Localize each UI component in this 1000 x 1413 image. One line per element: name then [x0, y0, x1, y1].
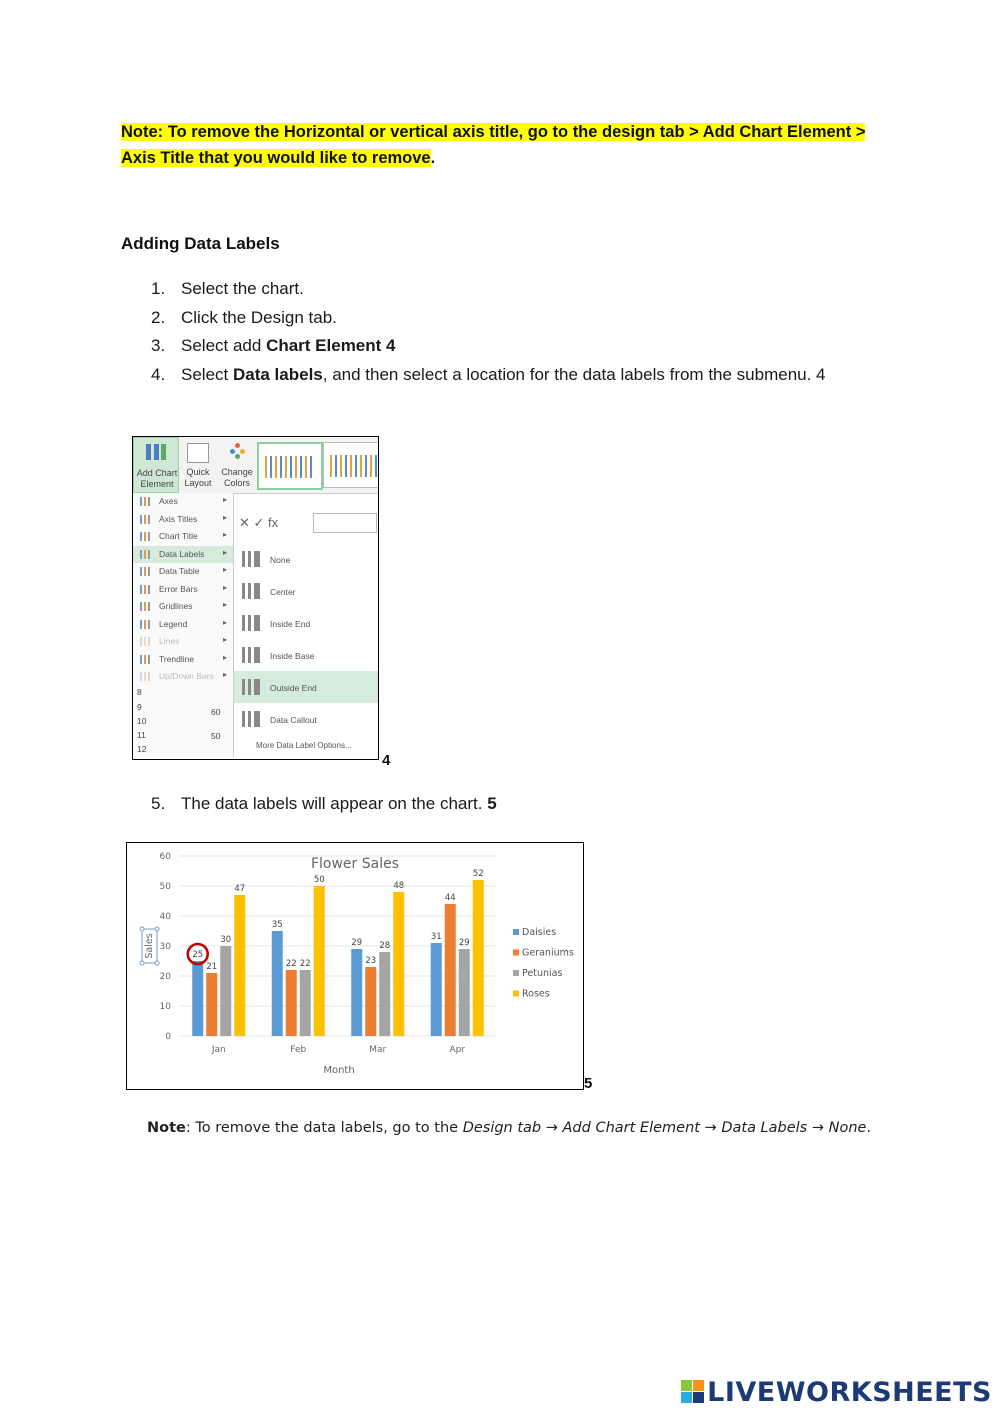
- inside-base-icon: [242, 647, 260, 663]
- bar-geraniums-mar: [365, 967, 376, 1036]
- legend-label: Daisies: [522, 927, 557, 938]
- axes-icon: [140, 497, 150, 506]
- data-callout-icon: [242, 711, 260, 727]
- add-chart-element-button[interactable]: Add Chart Element: [133, 437, 179, 493]
- y-tick-label: 0: [165, 1032, 171, 1042]
- bar-roses-feb: [314, 886, 325, 1036]
- data-label: 31: [430, 932, 442, 942]
- step-2: 2. Click the Design tab.: [151, 308, 337, 327]
- bar-daisies-jan: [192, 961, 203, 1036]
- data-label: 23: [365, 956, 377, 966]
- data-labels-submenu: [233, 543, 379, 757]
- bar-petunias-feb: [300, 970, 311, 1036]
- liveworksheets-icon: [681, 1380, 705, 1404]
- data-label: 29: [351, 938, 363, 948]
- change-colors-button[interactable]: Change Colors: [219, 437, 255, 493]
- note-data-labels: Note: To remove the data labels, go to the Design tab → Add Chart Element → Data Labels → None.: [147, 1120, 872, 1136]
- step-5: 5. The data labels will appear on the chart. 5: [151, 794, 497, 813]
- menu-item-trendline[interactable]: Trendline ▸: [133, 651, 233, 668]
- bar-petunias-apr: [459, 949, 470, 1036]
- legend-swatch: [513, 950, 519, 956]
- submenu-data-callout[interactable]: Data Callout: [234, 703, 379, 735]
- more-data-label-options[interactable]: More Data Label Options...: [256, 741, 352, 750]
- data-label: 29: [458, 938, 470, 948]
- bar-geraniums-apr: [445, 904, 456, 1036]
- bar-geraniums-jan: [206, 973, 217, 1036]
- data-label: 52: [472, 869, 484, 879]
- menu-item-error-bars[interactable]: Error Bars ▸: [133, 581, 233, 598]
- note-line-2: Axis Title that you would like to remove: [121, 149, 431, 167]
- section-title: Adding Data Labels: [121, 234, 280, 253]
- none-icon: [242, 551, 260, 567]
- chart-svg: [127, 843, 583, 1089]
- flower-sales-chart: [126, 842, 584, 1090]
- error-bars-icon: [140, 585, 150, 594]
- menu-item-legend[interactable]: Legend ▸: [133, 616, 233, 633]
- trendline-icon: [140, 655, 150, 664]
- axis-titles-icon: [140, 515, 150, 524]
- menu-item-chart-title[interactable]: Chart Title ▸: [133, 528, 233, 545]
- step-1: 1. Select the chart.: [151, 279, 304, 298]
- outside-end-icon: [242, 679, 260, 695]
- y-tick-label: 40: [159, 912, 171, 922]
- legend-label: Petunias: [522, 968, 563, 979]
- data-label: 47: [234, 884, 246, 894]
- y-tick-label: 20: [159, 972, 171, 982]
- data-label: 50: [313, 875, 325, 885]
- legend-label: Roses: [522, 988, 550, 1000]
- bar-daisies-mar: [351, 949, 362, 1036]
- y-axis-title-selected[interactable]: [140, 927, 159, 965]
- quick-layout-icon: [187, 443, 209, 463]
- submenu-inside-end[interactable]: Inside End: [234, 607, 379, 639]
- legend-swatch: [513, 929, 519, 935]
- bar-roses-mar: [393, 892, 404, 1036]
- liveworksheets-logo: LIVEWORKSHEETS: [681, 1377, 992, 1408]
- data-label: 35: [271, 920, 283, 930]
- step-4: 4. Select Data labels, and then select a location for the data labels from the submenu. 4: [151, 365, 826, 384]
- menu-item-axis-titles[interactable]: Axis Titles ▸: [133, 511, 233, 528]
- submenu-inside-base[interactable]: Inside Base: [234, 639, 379, 671]
- x-axis-title: Month: [323, 1065, 355, 1076]
- ribbon-screenshot: [132, 436, 379, 760]
- figure-4-label: 4: [382, 752, 391, 769]
- data-label: 48: [393, 881, 405, 891]
- data-label: 22: [285, 959, 297, 969]
- add-chart-element-icon: [146, 444, 166, 460]
- palette-icon: [230, 443, 246, 459]
- data-label: 21: [206, 962, 218, 972]
- step-3: 3. Select add Chart Element 4: [151, 336, 396, 355]
- y-tick-label: 10: [159, 1002, 171, 1012]
- x-tick-label: Apr: [449, 1045, 466, 1055]
- menu-item-lines: Lines ▸: [133, 633, 233, 650]
- chart-title: Flower Sales: [310, 856, 400, 872]
- y-tick-label: 50: [159, 882, 171, 892]
- chart-style-thumbnail-2[interactable]: [323, 442, 379, 488]
- menu-item-axes[interactable]: Axes ▸: [133, 493, 233, 510]
- legend-swatch: [513, 970, 519, 976]
- data-label: 22: [299, 959, 311, 969]
- data-label: 30: [220, 935, 232, 945]
- data-table-icon: [140, 567, 150, 576]
- chart-style-thumbnail-1[interactable]: [257, 442, 323, 490]
- up-down-bars-icon: [140, 672, 150, 681]
- note-axis-title: Note: To remove the Horizontal or vertical axis title, go to the design tab > Add Chart Element > Axis Title that you would like to remove.: [121, 123, 866, 167]
- y-tick-label: 60: [159, 852, 171, 862]
- bar-petunias-mar: [379, 952, 390, 1036]
- x-tick-label: Mar: [369, 1045, 387, 1055]
- bar-petunias-jan: [220, 946, 231, 1036]
- quick-layout-button[interactable]: Quick Layout: [181, 437, 215, 493]
- legend-label: Geraniums: [522, 947, 574, 959]
- menu-item-data-table[interactable]: Data Table ▸: [133, 563, 233, 580]
- gridlines-icon: [140, 602, 150, 611]
- legend-swatch: [513, 991, 519, 997]
- bar-daisies-feb: [272, 931, 283, 1036]
- data-label: 44: [444, 893, 456, 903]
- submenu-outside-end[interactable]: Outside End: [234, 671, 379, 703]
- inside-end-icon: [242, 615, 260, 631]
- bar-geraniums-feb: [286, 970, 297, 1036]
- chart-title-icon: [140, 532, 150, 541]
- bar-daisies-apr: [431, 943, 442, 1036]
- lines-icon: [140, 637, 150, 646]
- x-tick-label: Feb: [290, 1045, 307, 1055]
- add-chart-element-menu: Axes ▸ Axis Titles ▸ Chart Title ▸ Data Labels ▸ Data Table ▸ Error Bars ▸ Gridlines ▸ Legend ▸ Lines ▸ Trendline ▸ Up/Down Bars ▸ 8 9 10 11 12 60 50: [133, 493, 234, 757]
- menu-item-data-labels[interactable]: Data Labels ▸: [133, 546, 233, 563]
- note-line-1: Note: To remove the Horizontal or vertical axis title, go to the design tab > Add Chart Element >: [121, 123, 866, 141]
- data-labels-icon: [140, 550, 150, 559]
- y-tick-label: 30: [159, 942, 171, 952]
- menu-item-up-down-bars: Up/Down Bars ▸: [133, 668, 233, 685]
- x-tick-label: Jan: [211, 1045, 226, 1055]
- legend-icon: [140, 620, 150, 629]
- y-axis-title: Sales: [144, 933, 155, 959]
- submenu-center[interactable]: Center: [234, 575, 379, 607]
- bar-roses-jan: [234, 895, 245, 1036]
- submenu-none[interactable]: None: [234, 543, 379, 575]
- menu-item-gridlines[interactable]: Gridlines ▸: [133, 598, 233, 615]
- data-label: 25: [192, 950, 204, 960]
- figure-5-label: 5: [584, 1075, 593, 1092]
- ribbon-toolbar: [133, 437, 378, 494]
- center-icon: [242, 583, 260, 599]
- formula-bar[interactable]: ✕ ✓ fx: [233, 513, 378, 533]
- bar-roses-apr: [473, 880, 484, 1036]
- data-label: 28: [379, 941, 391, 951]
